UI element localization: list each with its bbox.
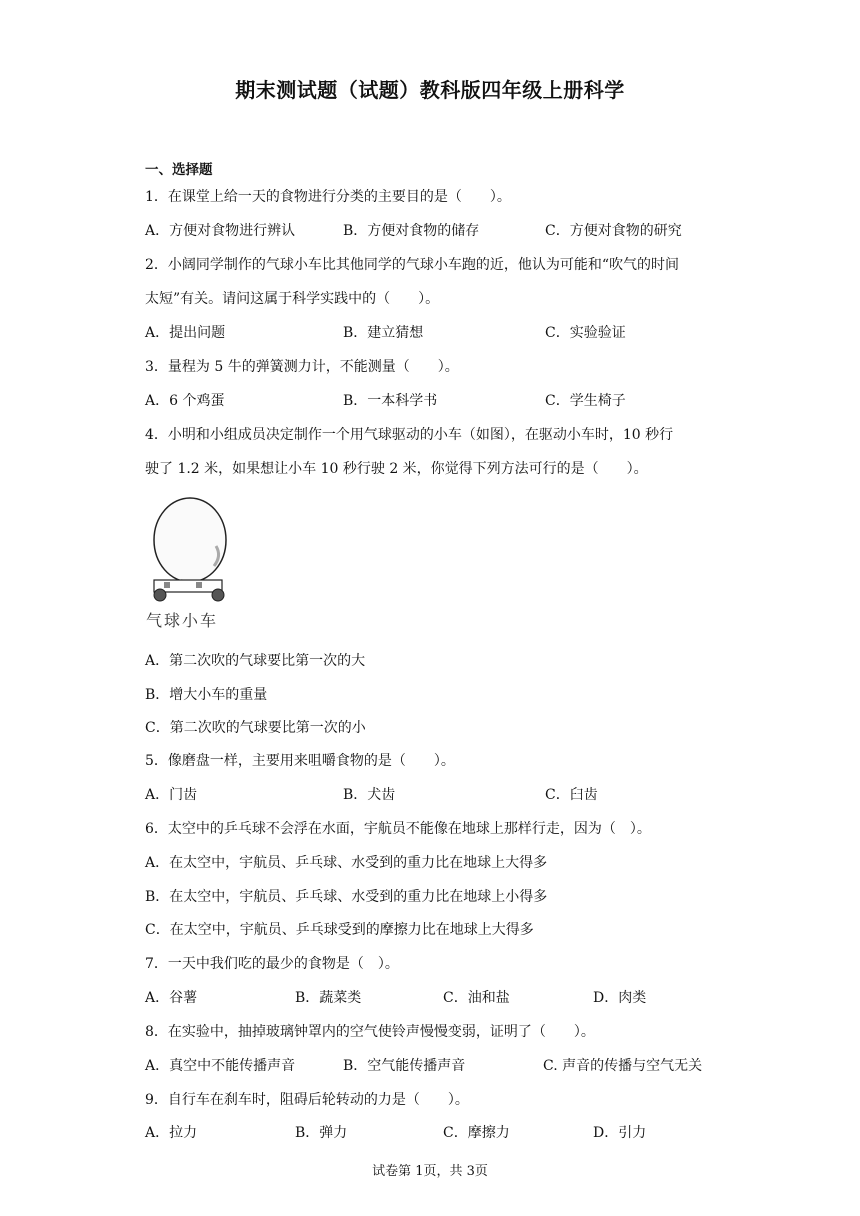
question-2-option-a: A．提出问题 (145, 325, 226, 341)
question-5-text: 5．像磨盘一样，主要用来咀嚼食物的是（ ）。 (145, 753, 455, 769)
question-3-option-b: B．一本科学书 (343, 393, 438, 409)
question-1-option-b: B．方便对食物的储存 (343, 223, 480, 239)
question-6-option-c: C．在太空中，宇航员、乒乓球受到的摩擦力比在地球上大得多 (145, 922, 534, 938)
question-4-text-line-1: 4．小明和小组成员决定制作一个用气球驱动的小车（如图），在驱动小车时，10 秒行 (145, 427, 674, 443)
question-6-text: 6．太空中的乒乓球不会浮在水面，宇航员不能像在地球上那样行走，因为（ ）。 (145, 821, 651, 837)
question-2-text-line-2: 太短”有关。请问这属于科学实践中的（ ）。 (145, 291, 440, 307)
question-1-option-c: C．方便对食物的研究 (545, 223, 682, 239)
question-8-option-a: A．真空中不能传播声音 (145, 1058, 296, 1074)
section-heading: 一、选择题 (145, 162, 213, 178)
question-4-option-b: B．增大小车的重量 (145, 687, 268, 703)
question-8-option-c: C. 声音的传播与空气无关 (543, 1058, 703, 1074)
wheel-right (212, 589, 224, 601)
question-9-option-d: D．引力 (593, 1125, 647, 1141)
question-5-option-c: C．臼齿 (545, 787, 598, 803)
car-detail-left (164, 582, 170, 588)
question-9-option-a: A．拉力 (145, 1125, 198, 1141)
question-4-text-line-2: 驶了 1.2 米，如果想让小车 10 秒行驶 2 米，你觉得下列方法可行的是（ ）。 (145, 461, 648, 477)
question-5-option-b: B．犬齿 (343, 787, 396, 803)
car-detail-right (196, 582, 202, 588)
question-2-option-c: C．实验验证 (545, 325, 626, 341)
question-4-option-c: C．第二次吹的气球要比第一次的小 (145, 720, 366, 736)
question-7-option-d: D．肉类 (593, 990, 647, 1006)
question-6-option-a: A．在太空中，宇航员、乒乓球、水受到的重力比在地球上大得多 (145, 855, 548, 871)
question-9-text: 9．自行车在刹车时，阻碍后轮转动的力是（ ）。 (145, 1092, 469, 1108)
question-3-option-c: C．学生椅子 (545, 393, 626, 409)
question-7-option-a: A．谷薯 (145, 990, 198, 1006)
question-3-option-a: A．6 个鸡蛋 (145, 393, 225, 409)
figure-caption: 气球小车 (146, 611, 219, 630)
balloon-shape (154, 498, 226, 582)
question-2-option-b: B．建立猜想 (343, 325, 424, 341)
question-8-text: 8．在实验中，抽掉玻璃钟罩内的空气使铃声慢慢变弱，证明了（ ）。 (145, 1024, 595, 1040)
question-9-option-c: C．摩擦力 (443, 1125, 510, 1141)
question-2-text-line-1: 2．小阔同学制作的气球小车比其他同学的气球小车跑的近，他认为可能和“吹气的时间 (145, 257, 680, 273)
question-7-option-c: C．油和盐 (443, 990, 510, 1006)
question-8-option-b: B．空气能传播声音 (343, 1058, 466, 1074)
page-footer: 试卷第 1页，共 3页 (372, 1164, 488, 1179)
question-7-option-b: B．蔬菜类 (295, 990, 362, 1006)
question-3-text: 3．量程为 5 牛的弹簧测力计，不能测量（ ）。 (145, 359, 459, 375)
question-9-option-b: B．弹力 (295, 1125, 348, 1141)
question-6-option-b: B．在太空中，宇航员、乒乓球、水受到的重力比在地球上小得多 (145, 889, 548, 905)
page-title: 期末测试题（试题）教科版四年级上册科学 (235, 78, 625, 102)
question-7-text: 7．一天中我们吃的最少的食物是（ ）。 (145, 956, 399, 972)
question-4-option-a: A．第二次吹的气球要比第一次的大 (145, 653, 366, 669)
question-5-option-a: A．门齿 (145, 787, 198, 803)
question-1-option-a: A．方便对食物进行辨认 (145, 223, 296, 239)
wheel-left (154, 589, 166, 601)
question-1-text: 1．在课堂上给一天的食物进行分类的主要目的是（ ）。 (145, 189, 511, 205)
